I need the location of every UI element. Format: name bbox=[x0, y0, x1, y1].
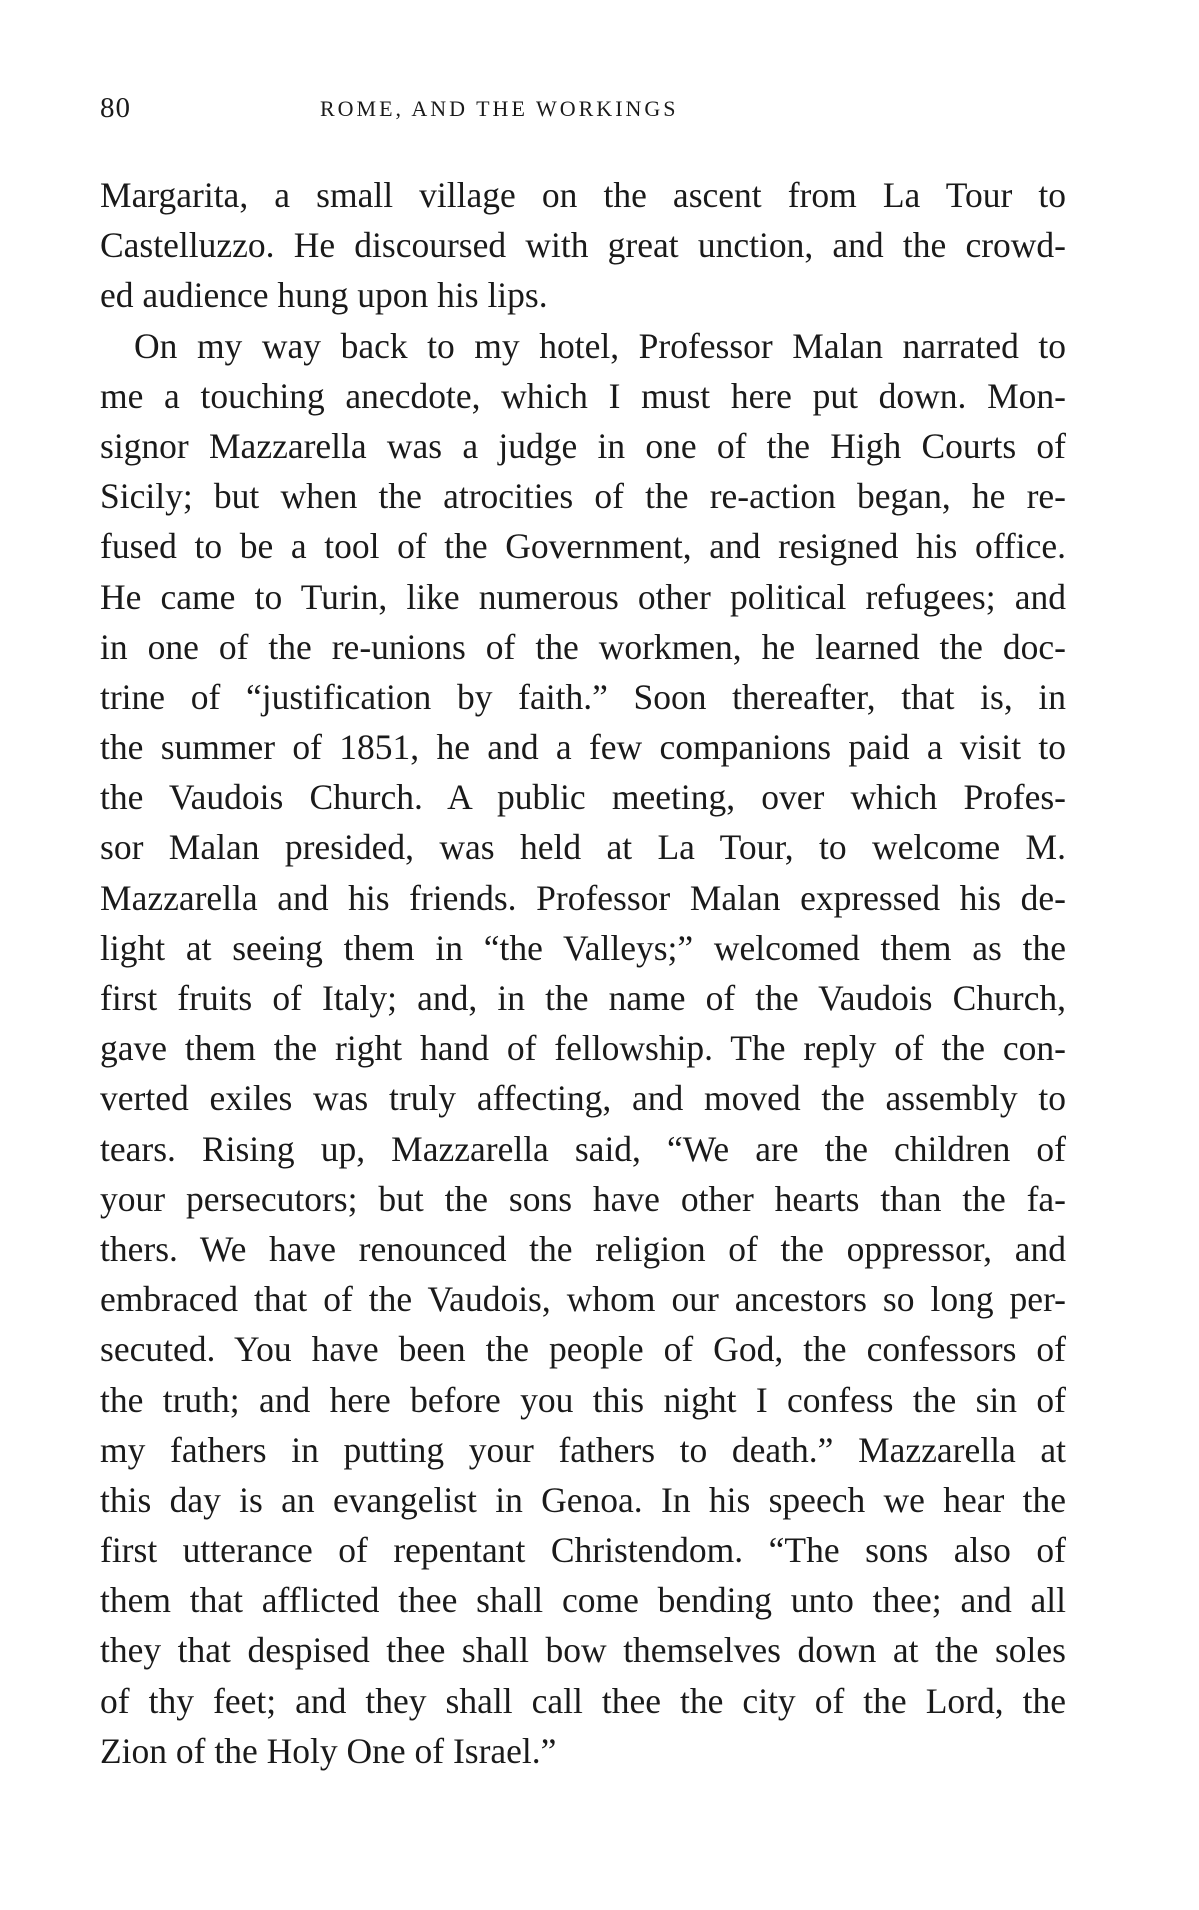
text-line: me a touching anecdote, which I must here put down. Mon- bbox=[100, 375, 1066, 416]
text-line: embraced that of the Vaudois, whom our ancestors so long per- bbox=[100, 1279, 1066, 1320]
text-line: Zion of the Holy One of Israel.” bbox=[100, 1730, 557, 1771]
page-number: 80 bbox=[100, 92, 131, 124]
text-line: Sicily; but when the atrocities of the re-action began, he re- bbox=[100, 476, 1066, 517]
text-line: On my way back to my hotel, Professor Malan narrated to bbox=[134, 325, 1066, 366]
text-line: Margarita, a small village on the ascent from La Tour to bbox=[100, 175, 1066, 215]
text-line: verted exiles was truly affecting, and moved the assembly to bbox=[100, 1078, 1066, 1119]
running-head bbox=[100, 92, 1050, 132]
text-line: they that despised thee shall bow themselves down at the soles bbox=[100, 1630, 1066, 1671]
running-title: ROME, AND THE WORKINGS bbox=[320, 96, 679, 121]
text-line: tears. Rising up, Mazzarella said, “We are the children of bbox=[100, 1128, 1066, 1169]
text-line: fused to be a tool of the Government, and resigned his office. bbox=[100, 526, 1066, 567]
text-line: sor Malan presided, was held at La Tour, to welcome M. bbox=[100, 827, 1066, 868]
text-line: Mazzarella and his friends. Professor Malan expressed his de- bbox=[100, 877, 1066, 918]
text-line: first utterance of repentant Christendom. “The sons also of bbox=[100, 1530, 1066, 1571]
text-line: thers. We have renounced the religion of the oppressor, and bbox=[100, 1228, 1066, 1269]
body-text bbox=[100, 170, 1066, 1776]
text-line: this day is an evangelist in Genoa. In his speech we hear the bbox=[100, 1479, 1066, 1520]
text-line: of thy feet; and they shall call thee the city of the Lord, the bbox=[100, 1680, 1066, 1721]
text-line: your persecutors; but the sons have other hearts than the fa- bbox=[100, 1178, 1066, 1219]
text-line: gave them the right hand of fellowship. The reply of the con- bbox=[100, 1028, 1066, 1069]
text-line: signor Mazzarella was a judge in one of the High Courts of bbox=[100, 425, 1066, 466]
text-line: Castelluzzo. He discoursed with great unction, and the crowd- bbox=[100, 225, 1066, 266]
text-line: the truth; and here before you this night I confess the sin of bbox=[100, 1379, 1066, 1420]
text-line: trine of “justification by faith.” Soon thereafter, that is, in bbox=[100, 676, 1066, 717]
text-line: light at seeing them in “the Valleys;” welcomed them as the bbox=[100, 927, 1066, 968]
text-line: He came to Turin, like numerous other political refugees; and bbox=[100, 576, 1066, 617]
text-line: secuted. You have been the people of God, the confessors of bbox=[100, 1329, 1066, 1370]
text-line: in one of the re-unions of the workmen, he learned the doc- bbox=[100, 626, 1066, 667]
text-line: them that afflicted thee shall come bending unto thee; and all bbox=[100, 1580, 1066, 1621]
text-line: my fathers in putting your fathers to death.” Mazzarella at bbox=[100, 1429, 1066, 1470]
text-line: the summer of 1851, he and a few companions paid a visit to bbox=[100, 727, 1066, 768]
text-line: the Vaudois Church. A public meeting, over which Profes- bbox=[100, 777, 1066, 818]
text-line: first fruits of Italy; and, in the name of the Vaudois Church, bbox=[100, 978, 1066, 1018]
text-line: ed audience hung upon his lips. bbox=[100, 275, 548, 316]
